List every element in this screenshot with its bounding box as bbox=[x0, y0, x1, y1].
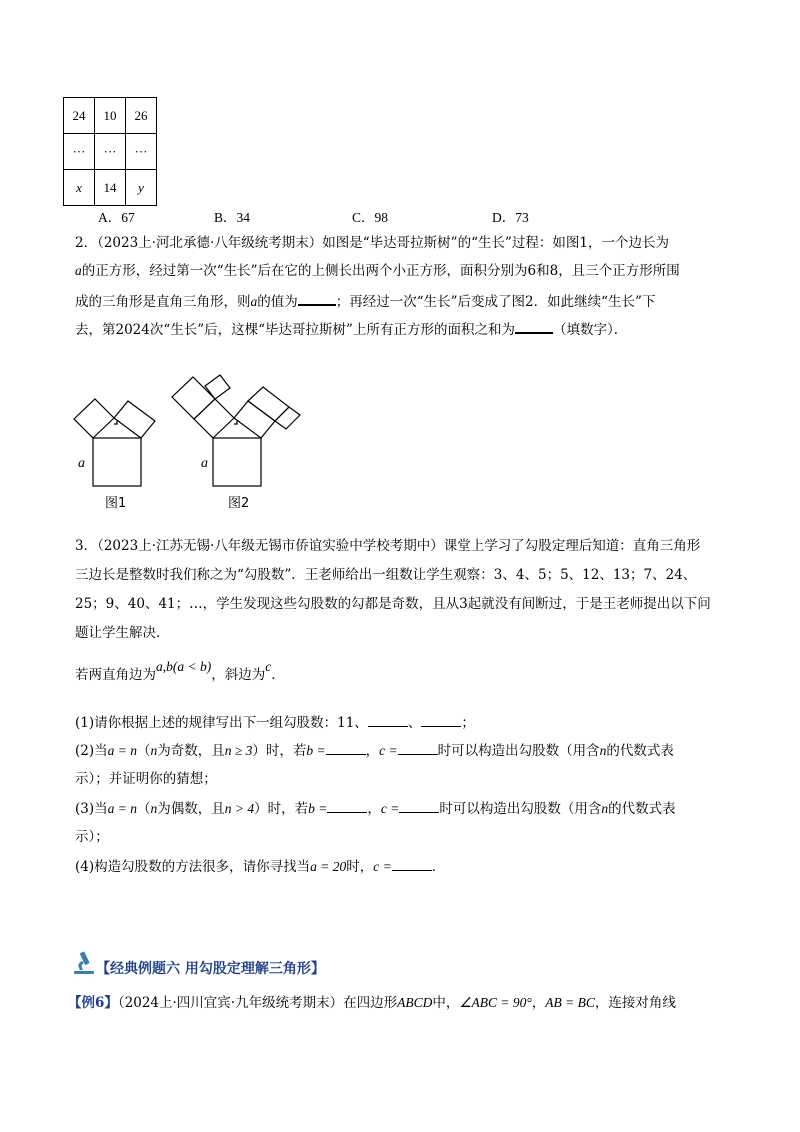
math: a = n bbox=[107, 801, 137, 816]
math: b = bbox=[306, 743, 326, 758]
q3-text: 为奇数，且 bbox=[157, 743, 225, 759]
math: n bbox=[601, 801, 609, 816]
option-a: A．67 bbox=[98, 210, 135, 225]
q3-line-1: 3．（2023上·江苏无锡·八年级无锡市侨谊实验中学校考期中）课堂上学习了勾股定理后知道：直角三角形 bbox=[75, 538, 701, 554]
math-ab: a,b(a < b) bbox=[156, 659, 212, 674]
math: n bbox=[599, 743, 607, 758]
microscope-icon bbox=[72, 950, 96, 976]
answer-blank[interactable] bbox=[326, 740, 366, 755]
q3-part-3-cont: 示）； bbox=[75, 829, 109, 845]
option-c: C．98 bbox=[352, 210, 389, 225]
example-text: （2024上·四川宜宾·九年级统考期末）在四边形 bbox=[117, 995, 398, 1011]
q3-text: 时， bbox=[346, 859, 374, 875]
table-cell: x bbox=[64, 170, 95, 206]
q3-text: 的代数式表 bbox=[606, 743, 674, 759]
pythagoras-tree-figures bbox=[60, 355, 320, 515]
figure-2-label: 图2 bbox=[228, 496, 250, 511]
q2-line-3 bbox=[75, 290, 655, 312]
q2-text: （填数字）． bbox=[552, 322, 628, 338]
left-square bbox=[74, 399, 114, 438]
q3-text: 为偶数，且 bbox=[157, 801, 225, 817]
right-square bbox=[114, 401, 155, 438]
q3-text: 时可以构造出勾股数（用含 bbox=[437, 743, 600, 759]
table-row bbox=[64, 98, 157, 134]
math: AB = BC bbox=[545, 995, 595, 1010]
q3-text: （ bbox=[137, 743, 151, 759]
math: a = 20 bbox=[310, 859, 347, 874]
q3-text: ， bbox=[365, 743, 380, 759]
math: b = bbox=[308, 801, 328, 816]
q3-line-4: 题让学生解决． bbox=[75, 625, 170, 641]
table-cell: ··· bbox=[126, 134, 157, 170]
left-square bbox=[194, 399, 234, 438]
answer-blank[interactable] bbox=[398, 740, 438, 755]
table-cell: 10 bbox=[95, 98, 126, 134]
q3-part-3 bbox=[75, 798, 676, 819]
math: ABCD bbox=[397, 995, 433, 1010]
q3-part-2 bbox=[75, 740, 674, 761]
table-cell: ··· bbox=[64, 134, 95, 170]
example-label: 【例6】 bbox=[68, 995, 118, 1011]
q3-text: 的代数式表 bbox=[608, 801, 676, 817]
q3-text: ）时，若 bbox=[252, 743, 307, 759]
side-label-a: a bbox=[201, 456, 208, 471]
math: n bbox=[150, 801, 158, 816]
q3-part-4 bbox=[75, 856, 445, 877]
number-grid bbox=[63, 97, 157, 206]
answer-blank[interactable] bbox=[421, 712, 461, 727]
table-row bbox=[64, 170, 157, 206]
q3-text: 时可以构造出勾股数（用含 bbox=[439, 801, 602, 817]
example-6-line bbox=[68, 993, 676, 1013]
q2-text: 的正方形，经过第一次“生长”后在它的上侧长出两个小正方形，面积分别为6和8，且三个正方形所围 bbox=[81, 263, 680, 279]
q3-text: (4)构造勾股数的方法很多，请你寻找当 bbox=[75, 859, 311, 875]
q2-line-1: 2．（2023上·河北承德·八年级统考期末）如图是“毕达哥拉斯树”的“生长”过程：如图1，一个边长为 bbox=[75, 235, 669, 251]
right-angle-mark bbox=[114, 421, 117, 424]
answer-blank[interactable] bbox=[515, 318, 553, 334]
table-cell: ··· bbox=[95, 134, 126, 170]
right-right-square bbox=[275, 407, 300, 429]
var-a: a bbox=[75, 263, 82, 278]
math: n ≥ 3 bbox=[224, 743, 253, 758]
example-text: 中， bbox=[432, 995, 460, 1011]
q3-part-1 bbox=[75, 712, 475, 733]
q3-text: (2)当 bbox=[75, 743, 108, 759]
q2-text: ；再经过一次“生长”后变成了图2．如此继续“生长”下 bbox=[335, 294, 656, 310]
q2-line-4 bbox=[75, 318, 627, 340]
q3-line-3: 25；9、40、41；…，学生发现这些勾股数的勾都是奇数，且从3起就没有间断过，于是王老师提出以下问 bbox=[75, 596, 711, 612]
math: c = bbox=[380, 801, 400, 816]
math: c = bbox=[379, 743, 398, 758]
q3-text: 、 bbox=[407, 715, 422, 731]
q2-line-2 bbox=[75, 261, 680, 281]
math: n bbox=[150, 743, 158, 758]
q3-text: ． bbox=[271, 667, 285, 683]
table-row bbox=[64, 134, 157, 170]
answer-blank[interactable] bbox=[298, 290, 336, 306]
side-label-a: a bbox=[78, 456, 85, 471]
q2-text: 的值为 bbox=[257, 294, 298, 310]
table-cell: 14 bbox=[95, 170, 126, 206]
table-cell: 26 bbox=[126, 98, 157, 134]
q2-text: 去，第2024次“生长”后，这棵“毕达哥拉斯树”上所有正方形的面积之和为 bbox=[75, 322, 515, 338]
example-text: ，连接对角线 bbox=[594, 995, 676, 1011]
option-b: B．34 bbox=[214, 210, 251, 225]
example-text: ， bbox=[531, 995, 546, 1011]
q3-text: ． bbox=[431, 859, 446, 875]
table-cell: 24 bbox=[64, 98, 95, 134]
answer-blank[interactable] bbox=[392, 856, 432, 871]
q3-text: ，斜边为 bbox=[211, 667, 266, 683]
left-right-square bbox=[205, 375, 230, 399]
right-left-square bbox=[248, 387, 289, 421]
q3-text: （ bbox=[137, 801, 151, 817]
answer-blank[interactable] bbox=[399, 798, 439, 813]
math: a = n bbox=[107, 743, 137, 758]
figure-1-label: 图1 bbox=[105, 496, 127, 511]
q3-text: 若两直角边为 bbox=[75, 667, 156, 683]
q3-line-2: 三边长是整数时我们称之为“勾股数”．王老师给出一组数让学生观察：3、4、5；5、12、13；7、24、 bbox=[75, 567, 697, 583]
option-d: D．73 bbox=[492, 210, 529, 225]
math: n > 4 bbox=[224, 801, 255, 816]
q3-part-2-cont: 示）；并证明你的猜想； bbox=[75, 771, 217, 787]
figure-1 bbox=[74, 399, 155, 486]
q3-line-5 bbox=[75, 659, 285, 685]
q2-text: 成的三角形是直角三角形，则 bbox=[75, 294, 251, 310]
q3-text: ， bbox=[367, 801, 381, 817]
math: c = bbox=[373, 859, 392, 874]
table-cell: y bbox=[126, 170, 157, 206]
q3-text: ）时，若 bbox=[254, 801, 309, 817]
right-angle-mark bbox=[234, 421, 237, 424]
base-square bbox=[213, 438, 261, 486]
section-title: 【经典例题六 用勾股定理解三角形】 bbox=[96, 961, 325, 977]
var-a: a bbox=[250, 294, 258, 309]
answer-blank[interactable] bbox=[327, 798, 367, 813]
q3-text: (3)当 bbox=[75, 801, 108, 817]
math-c: c bbox=[265, 659, 272, 674]
q3-text: ； bbox=[461, 715, 475, 731]
base-square bbox=[93, 438, 141, 486]
q3-text: (1)请你根据上述的规律写出下一组勾股数：11、 bbox=[75, 715, 368, 731]
math: ∠ABC = 90° bbox=[459, 995, 532, 1010]
figure-2 bbox=[172, 375, 300, 486]
answer-blank[interactable] bbox=[368, 712, 408, 727]
